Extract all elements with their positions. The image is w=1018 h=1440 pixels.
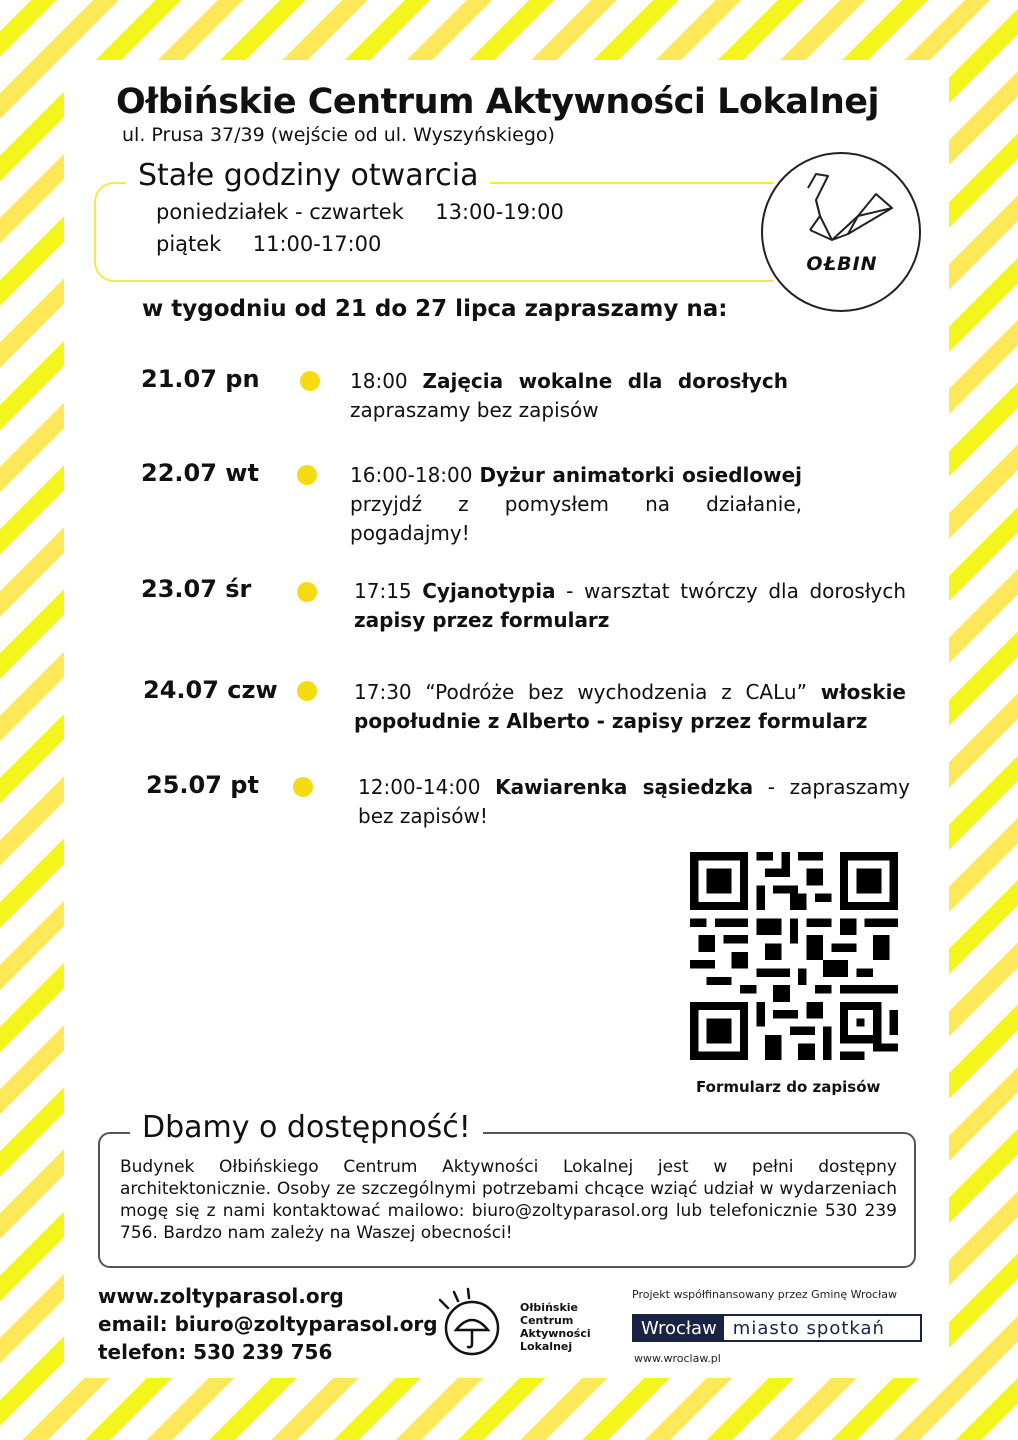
project-note: Projekt współfinansowany przez Gminę Wrocław: [632, 1288, 897, 1301]
bullet-dot: [293, 777, 313, 797]
address: ul. Prusa 37/39 (wejście od ul. Wyszyńskiego): [122, 124, 555, 146]
umbrella-icon: [434, 1286, 506, 1358]
event-time: 18:00: [350, 369, 408, 393]
event-signup: zapisy przez formularz: [354, 608, 610, 632]
ocal-line: Centrum: [520, 1314, 574, 1327]
accessibility-title: Dbamy o dostępność!: [130, 1110, 483, 1145]
event-description: [358, 773, 910, 831]
event-title: Zajęcia wokalne dla dorosłych: [422, 369, 788, 393]
qr-code[interactable]: [690, 852, 898, 1060]
bullet-dot: [300, 371, 320, 391]
event-note: przyjdź z pomysłem na działanie, pogadajmy!: [350, 492, 802, 545]
event-time: 17:30: [354, 680, 412, 704]
website-link[interactable]: www.zoltyparasol.org: [98, 1284, 344, 1308]
hours-time: 13:00-19:00: [435, 200, 564, 224]
wroclaw-logo-slogan: miasto spotkań: [732, 1318, 885, 1339]
event-title: Dyżur animatorki osiedlowej: [479, 463, 802, 487]
hours-title: Stałe godziny otwarcia: [126, 158, 490, 193]
event-time: 16:00-18:00: [350, 463, 473, 487]
event-signup: włoskie popołudnie z Alberto - zapisy przez formularz: [354, 680, 906, 733]
qr-caption: Formularz do zapisów: [696, 1078, 881, 1096]
bullet-dot: [297, 465, 317, 485]
week-heading: w tygodniu od 21 do 27 lipca zapraszamy na:: [142, 296, 728, 322]
ocal-line: Lokalnej: [520, 1340, 573, 1353]
event-time: 17:15: [354, 579, 412, 603]
ocal-logo-text: [520, 1301, 591, 1353]
event-time: 12:00-14:00: [358, 775, 481, 799]
event-date: 21.07 pn: [141, 365, 260, 393]
event-description: [350, 367, 788, 425]
event-title: Cyjanotypia: [422, 579, 556, 603]
event-description: [350, 461, 802, 548]
wroclaw-logo: [632, 1314, 922, 1342]
swan-icon: [802, 170, 894, 252]
page-title: Ołbińskie Centrum Aktywności Lokalnej: [116, 82, 880, 122]
poster: [64, 60, 949, 1378]
event-title: Kawiarenka sąsiedzka: [495, 775, 754, 799]
hours-days: poniedziałek - czwartek: [156, 200, 404, 224]
event-date: 23.07 śr: [141, 575, 252, 603]
event-date: 25.07 pt: [146, 771, 259, 799]
wroclaw-logo-name: Wrocław: [634, 1316, 724, 1340]
bullet-dot: [297, 582, 317, 602]
ocal-line: Ołbińskie: [520, 1301, 579, 1314]
event-date: 24.07 czw: [143, 676, 278, 704]
event-note: “Podróże bez wychodzenia z CALu”: [425, 680, 807, 704]
event-date: 22.07 wt: [141, 459, 259, 487]
hours-time: 11:00-17:00: [252, 232, 382, 256]
ocal-line: Aktywności: [520, 1327, 591, 1340]
bullet-dot: [297, 681, 317, 701]
hours-line-weekdays: [156, 200, 564, 224]
logo-text: OŁBIN: [806, 253, 878, 275]
email-link[interactable]: email: biuro@zoltyparasol.org: [98, 1312, 438, 1336]
hours-line-friday: [156, 232, 381, 256]
event-note: - zapraszamy bez zapisów!: [358, 775, 911, 828]
event-description: [354, 577, 906, 635]
hours-days: piątek: [156, 232, 222, 256]
event-description: [354, 678, 906, 736]
event-note: - warsztat twórczy dla dorosłych: [566, 579, 907, 603]
wroclaw-url[interactable]: www.wroclaw.pl: [634, 1352, 721, 1365]
event-note: zapraszamy bez zapisów: [350, 398, 599, 422]
accessibility-text: Budynek Ołbińskiego Centrum Aktywności Lokalnej jest w pełni dostępny architektonicznie. Osoby ze szczególnymi potrzebami chcące wziąć udział w wydarzeniach mogę się z nami kontaktować mailowo: biuro@zoltyparasol.org lub telefonicznie 530 239 756. Bardzo nam zależy na Waszej obecności!: [120, 1157, 897, 1243]
phone-number[interactable]: telefon: 530 239 756: [98, 1340, 333, 1364]
